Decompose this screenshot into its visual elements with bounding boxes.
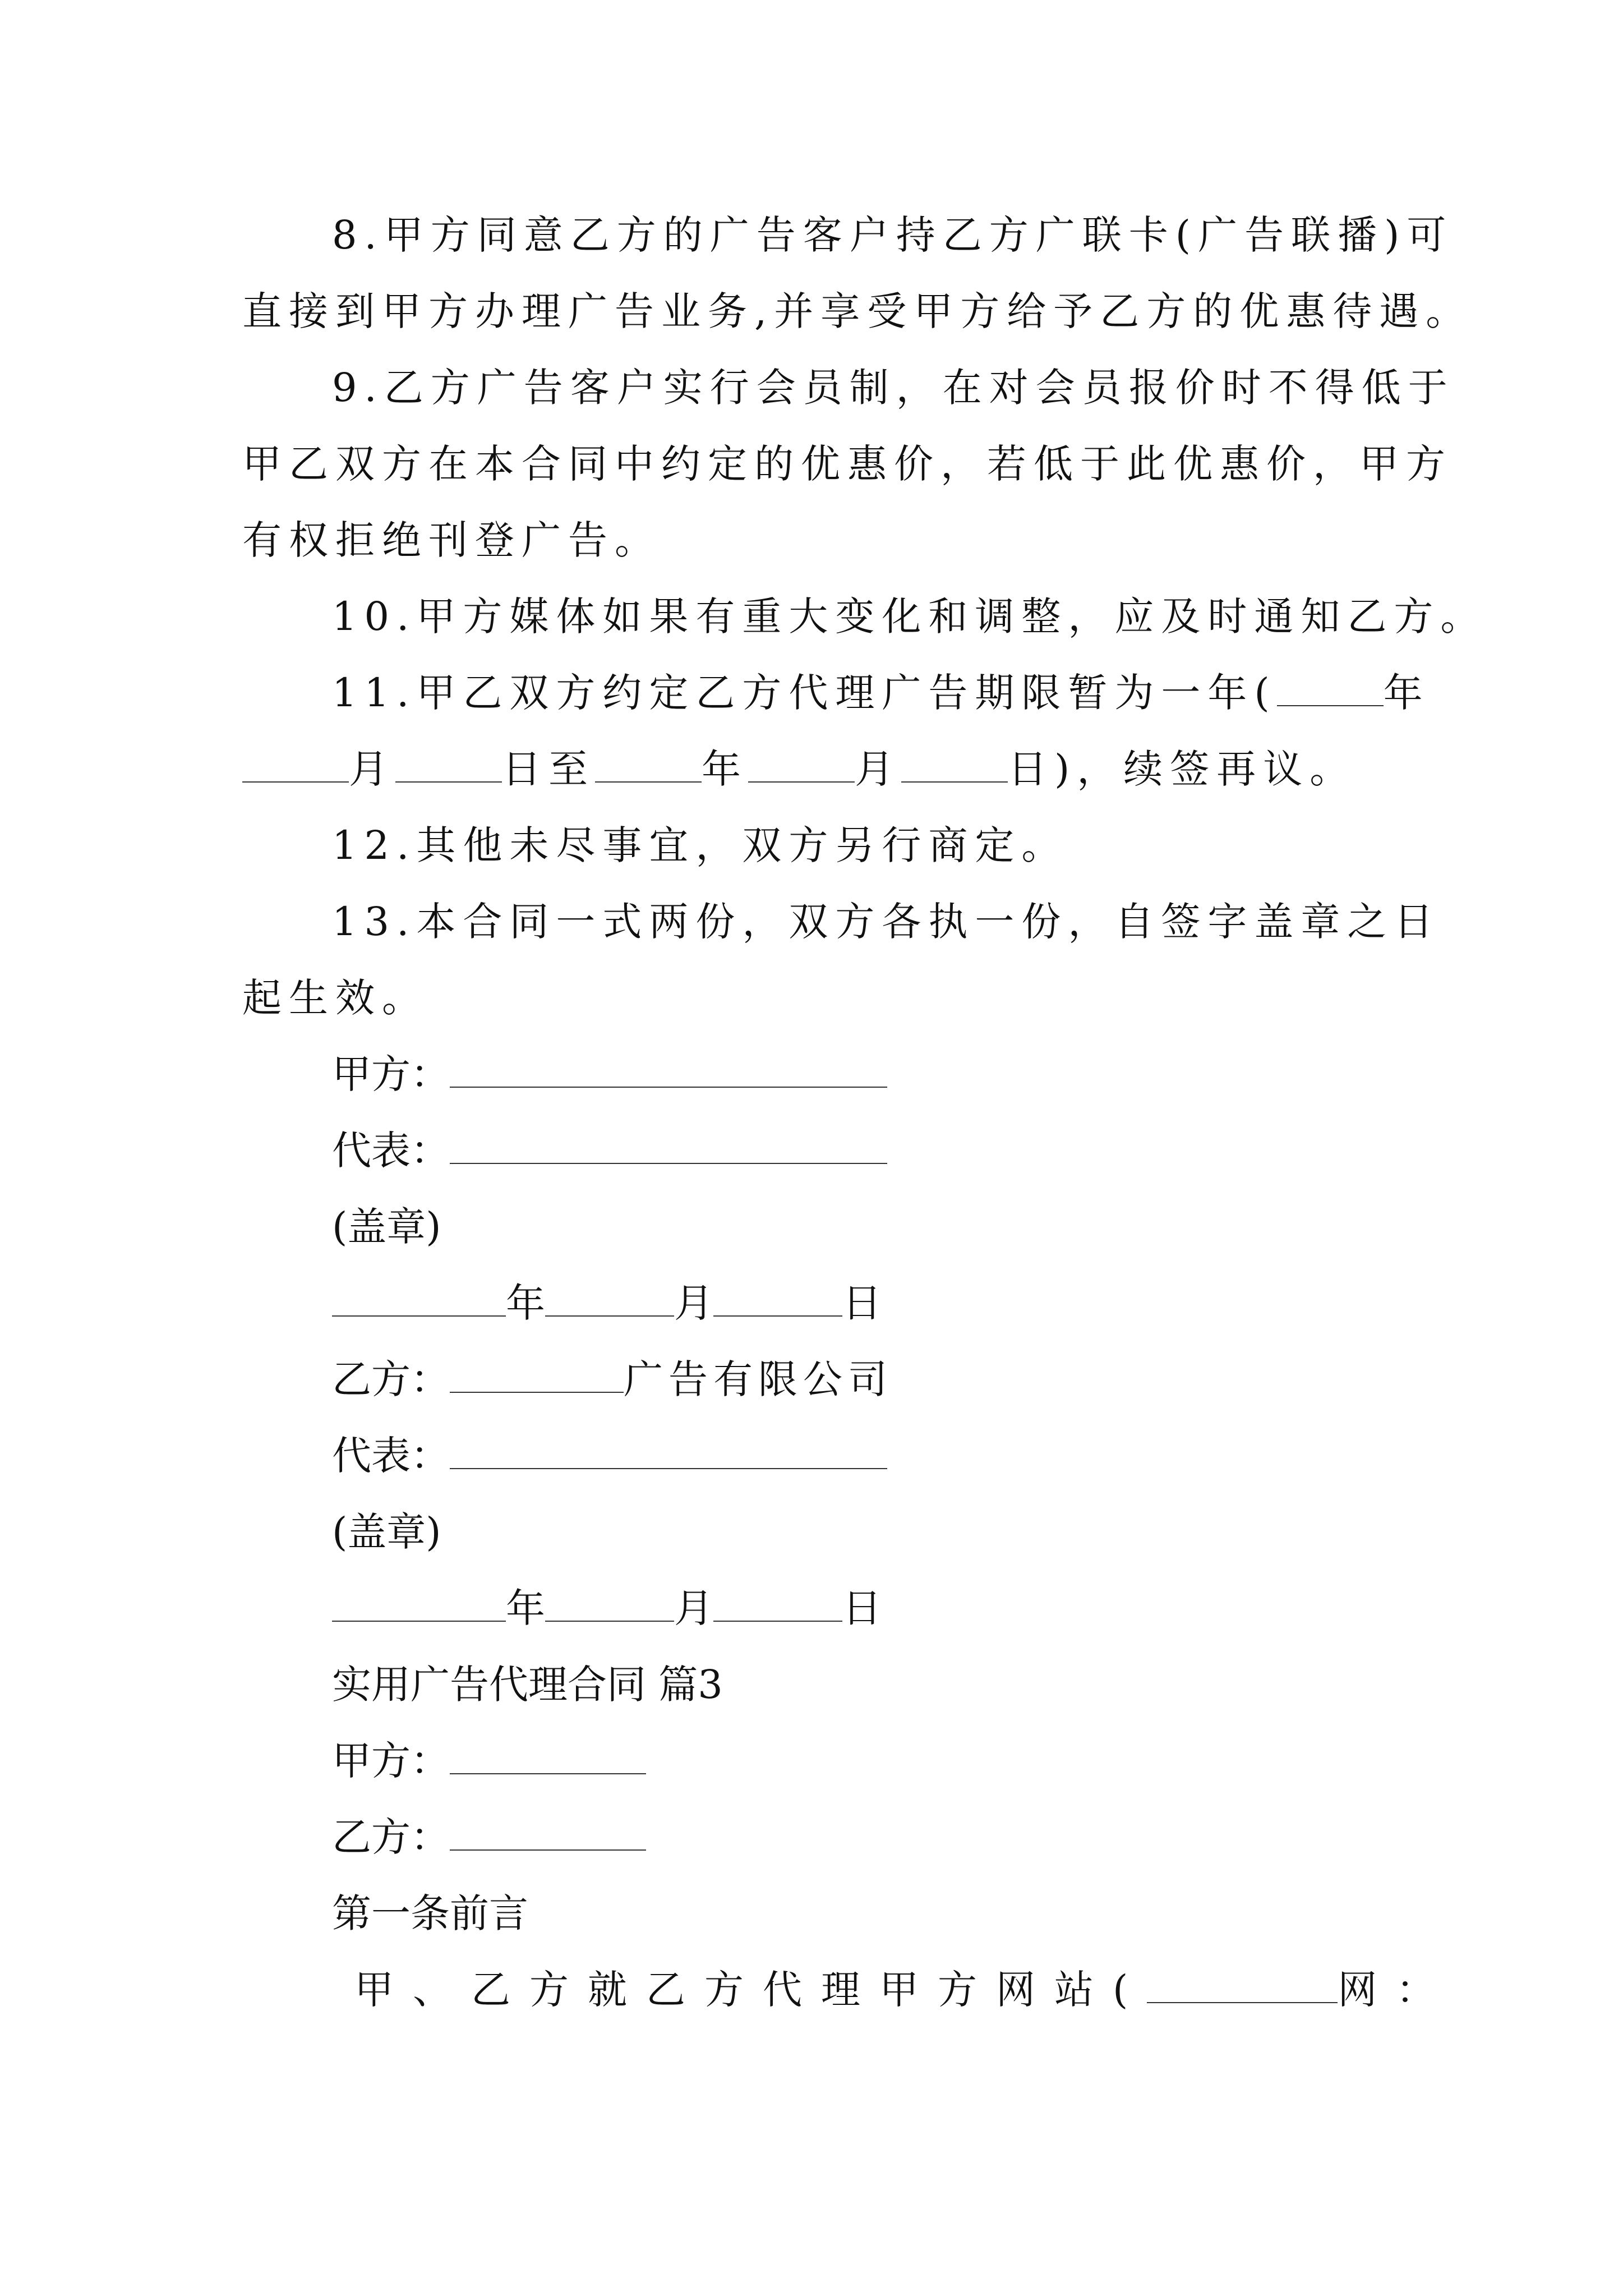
- party-a-line: [332, 1046, 887, 1102]
- clause-8-line-2: 直接到甲方办理广告业务,并享受甲方给予乙方的优惠待遇。: [242, 288, 1473, 334]
- clause-12: 12.其他未尽事宜，双方另行商定。: [332, 822, 1068, 868]
- clause-9-line-1: 9.乙方广告客户实行会员制，在对会员报价时不得低于: [332, 365, 1455, 411]
- party-a-label: 甲方：: [332, 1738, 450, 1784]
- party-a-blank: [450, 1054, 887, 1088]
- blank-date-day: [713, 1588, 842, 1622]
- clause-13-line-1: 13.本合同一式两份，双方各执一份，自签字盖章之日: [332, 899, 1441, 945]
- label-year: 年: [1383, 670, 1430, 716]
- clause-11-line-2: [242, 741, 1356, 797]
- party-a-label: 甲方：: [332, 1051, 450, 1097]
- party-b-rep-blank: [450, 1435, 887, 1469]
- section-title: 实用广告代理合同 篇3: [332, 1662, 723, 1708]
- clause-9-line-2: 甲乙双方在本合同中约定的优惠价，若低于此优惠价，甲方: [242, 441, 1453, 487]
- blank-year-end: [595, 749, 702, 783]
- blank-date-month: [545, 1283, 674, 1317]
- article-1-line-1: [354, 1962, 1454, 2018]
- label-year-end: 年: [702, 746, 748, 792]
- label-year: 年: [506, 1585, 545, 1631]
- label-month: 月: [674, 1585, 713, 1631]
- party-b-date-line: [332, 1580, 882, 1636]
- label-month: 月: [674, 1280, 713, 1326]
- article-1-text-end: 网：: [1338, 1967, 1455, 2013]
- rep-label: 代表：: [332, 1433, 450, 1479]
- label-day: 日: [842, 1585, 882, 1631]
- clause-9-line-3: 有权拒绝刊登广告。: [242, 517, 661, 563]
- section3-party-a-blank: [450, 1741, 646, 1774]
- label-year: 年: [506, 1280, 545, 1326]
- party-a-date-line: [332, 1275, 882, 1331]
- section3-party-b-line: [332, 1809, 646, 1865]
- party-b-blank: [450, 1359, 624, 1393]
- party-b-seal: (盖章): [332, 1509, 441, 1555]
- party-a-seal: (盖章): [332, 1204, 441, 1250]
- blank-date-month: [545, 1588, 674, 1622]
- party-a-rep-blank: [450, 1130, 887, 1164]
- party-b-line: [332, 1351, 893, 1407]
- article-1-title: 第一条前言: [332, 1890, 528, 1936]
- blank-date-day: [713, 1283, 842, 1317]
- blank-month-start: [242, 749, 349, 783]
- clause-10: 10.甲方媒体如果有重大变化和调整，应及时通知乙方。: [332, 593, 1487, 639]
- clause-13-line-2: 起生效。: [242, 975, 428, 1021]
- blank-date-year: [332, 1283, 506, 1317]
- label-month-end: 月: [855, 746, 901, 792]
- clause-11-text: 11.甲乙双方约定乙方代理广告期限暂为一年(: [332, 670, 1277, 716]
- blank-month-end: [748, 749, 855, 783]
- label-day-end: 日)，续签再议。: [1008, 746, 1357, 792]
- label-day-to: 日至: [502, 746, 595, 792]
- article-1-text: 甲、乙方就乙方代理甲方网站(: [354, 1967, 1147, 2013]
- party-a-rep-line: [332, 1122, 887, 1179]
- section3-party-b-blank: [450, 1817, 646, 1851]
- label-day: 日: [842, 1280, 882, 1326]
- party-b-label: 乙方：: [332, 1356, 450, 1402]
- blank-date-year: [332, 1588, 506, 1622]
- section3-party-a-line: [332, 1733, 646, 1789]
- party-b-label: 乙方：: [332, 1814, 450, 1860]
- party-b-company: 广告有限公司: [624, 1356, 893, 1402]
- article-1-website-blank: [1147, 1970, 1338, 2003]
- clause-8-line-1: 8.甲方同意乙方的广告客户持乙方广联卡(广告联播)可: [332, 212, 1454, 258]
- label-month: 月: [349, 746, 395, 792]
- party-b-rep-line: [332, 1428, 887, 1484]
- blank-year-start: [1277, 673, 1384, 706]
- blank-day-start: [395, 749, 502, 783]
- clause-11-line-1: [332, 665, 1430, 721]
- rep-label: 代表：: [332, 1128, 450, 1174]
- blank-day-end: [901, 749, 1008, 783]
